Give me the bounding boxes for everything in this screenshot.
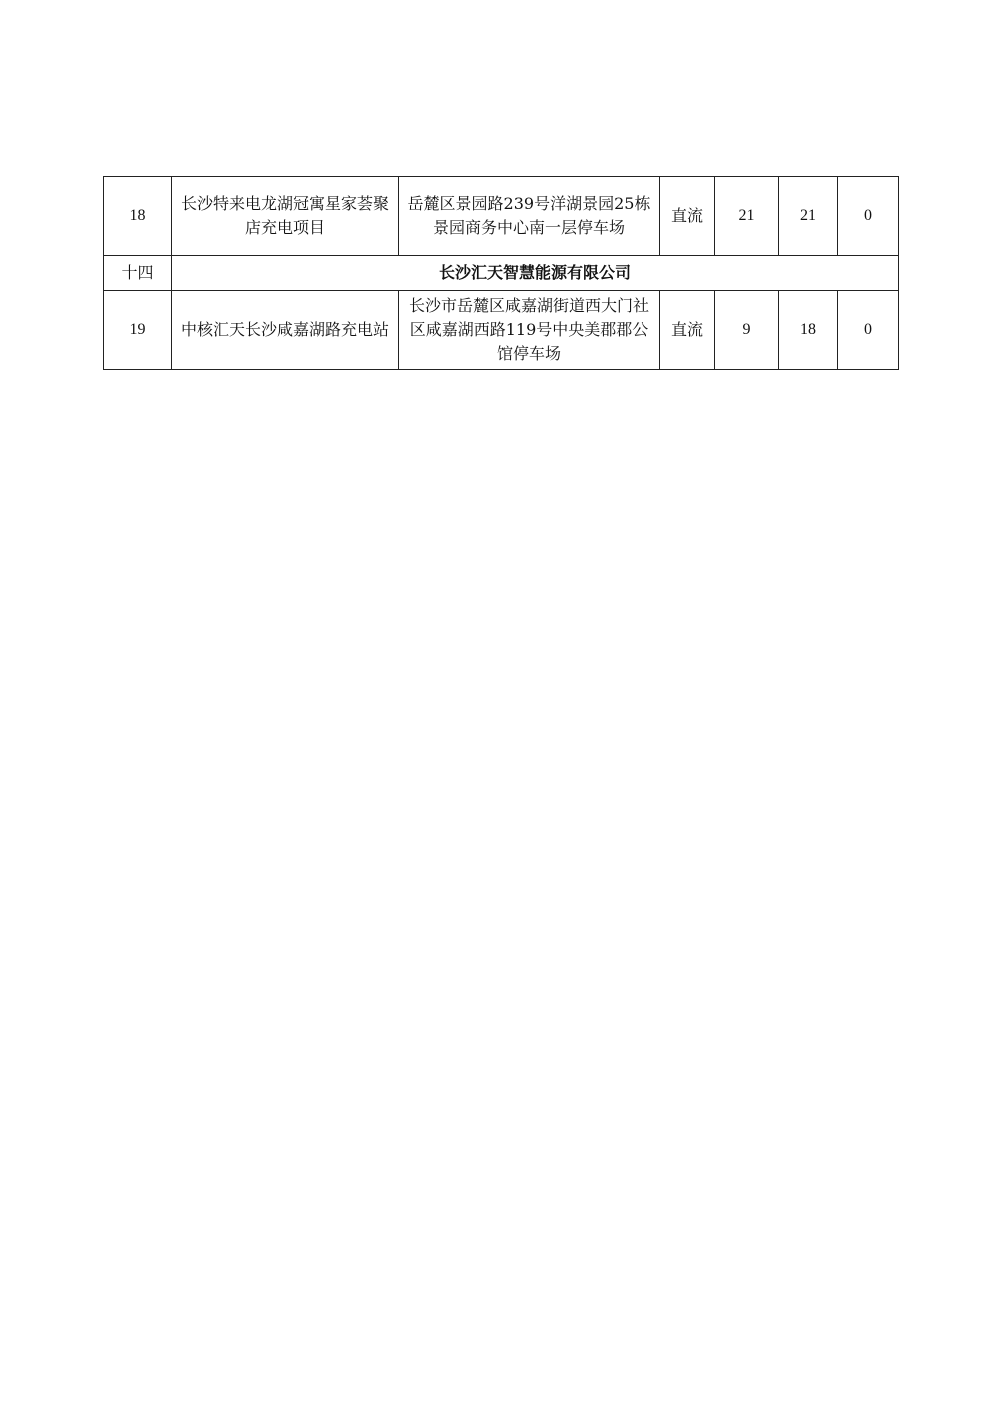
company-name: 长沙汇天智慧能源有限公司 <box>172 256 899 291</box>
value-cell: 0 <box>838 291 899 370</box>
charging-station-table <box>103 176 899 370</box>
value-cell: 9 <box>715 291 779 370</box>
row-index: 18 <box>104 177 172 256</box>
table-row <box>104 177 899 256</box>
company-group-row <box>104 256 899 291</box>
value-cell: 21 <box>715 177 779 256</box>
station-name: 长沙特来电龙湖冠寓星家荟聚店充电项目 <box>172 177 399 256</box>
row-index: 19 <box>104 291 172 370</box>
station-address: 长沙市岳麓区咸嘉湖街道西大门社区咸嘉湖西路119号中央美郡郡公馆停车场 <box>399 291 660 370</box>
station-address: 岳麓区景园路239号洋湖景园25栋景园商务中心南一层停车场 <box>399 177 660 256</box>
station-name: 中核汇天长沙咸嘉湖路充电站 <box>172 291 399 370</box>
charging-type: 直流 <box>660 177 715 256</box>
value-cell: 21 <box>779 177 838 256</box>
group-index: 十四 <box>104 256 172 291</box>
charging-type: 直流 <box>660 291 715 370</box>
value-cell: 18 <box>779 291 838 370</box>
value-cell: 0 <box>838 177 899 256</box>
table-row <box>104 291 899 370</box>
